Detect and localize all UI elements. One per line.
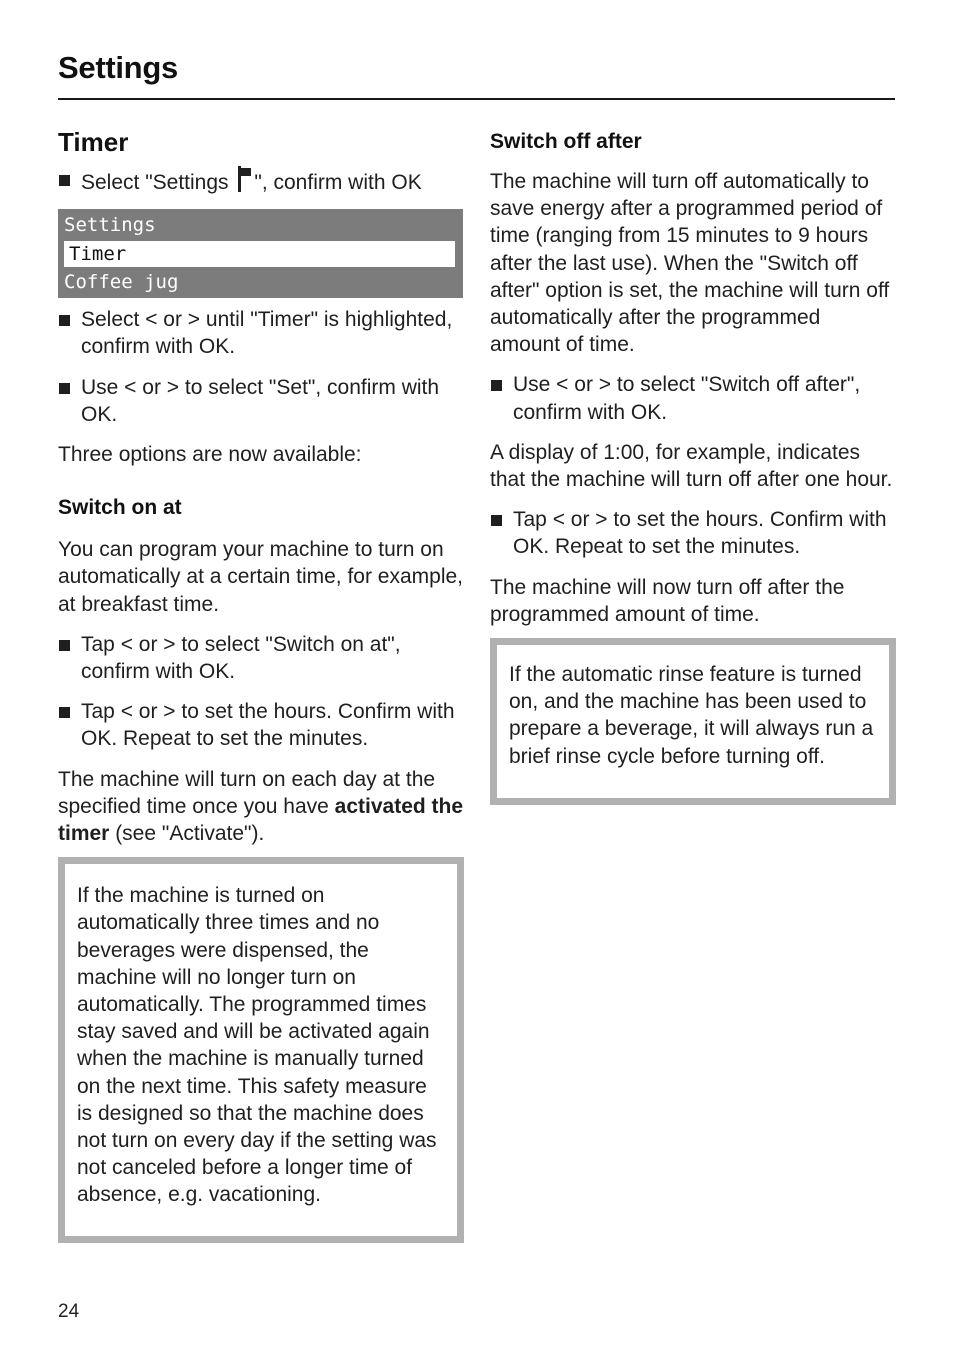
section-title-timer: Timer: [58, 127, 129, 157]
notice-box-auto-on: [58, 857, 464, 1243]
settings-flag-icon: [236, 166, 252, 192]
title-rule: [58, 98, 895, 100]
activated-timer-text: activated the timer: [58, 794, 464, 846]
turn-off-text: The machine will now turn off after the programmed amount of time.: [490, 575, 845, 626]
bullet-set-hours: [58, 698, 464, 752]
heading-switch-on-at: Switch on at: [58, 496, 182, 520]
bullet-select-set: [58, 374, 464, 428]
bullet-select-settings: [58, 166, 464, 196]
display-example-text: A display of 1:00, for example, indicates that the machine will turn off after one hour.: [490, 440, 893, 492]
bullet-select-switch-off: [490, 371, 896, 425]
bullet-text-after-icon: ", confirm with OK: [254, 171, 422, 194]
display-next-item: Coffee jug: [64, 271, 179, 294]
heading-switch-off-after: Switch off after: [490, 130, 642, 153]
bullet-set-hours-off: [490, 506, 896, 560]
right-column: [490, 128, 896, 805]
switch-off-intro: The machine will turn off automatically to save energy after a programmed period of time (ranging from 15 minutes to 9 hours after the last use). When the "Switch off after" option is set, the machine will turn off automatically after the programmed amount of time.: [490, 170, 890, 357]
turn-on-text-end: (see "Activate").: [109, 822, 265, 846]
page-number: 24: [58, 1301, 80, 1322]
bullet-text: Tap < or > to set the hours. Confirm with OK. Repeat to set the minutes.: [81, 700, 455, 751]
bullet-marker: [491, 380, 502, 391]
bullet-text-before-icon: Select "Settings: [81, 171, 235, 194]
bullet-text: Select < or > until "Timer" is highlighted, confirm with OK.: [81, 308, 453, 359]
bullet-marker: [59, 640, 70, 651]
turn-on-text-start: The machine will turn on each day at the specified time once you have: [58, 767, 436, 818]
bullet-text: Tap < or > to set the hours. Confirm with OK. Repeat to set the minutes.: [513, 508, 887, 559]
notice-text: If the machine is turned on automatically three times and no beverages were dispensed, the machine will no longer turn on automatically. The programmed times stay saved and will be activated again when the machine is manually turned on the next time. This safety measure is designed so that the machine does not turn on every day if the setting was not canceled before a longer time of absence, e.g. vacationing.: [77, 884, 437, 1207]
turn-on-text: [58, 766, 464, 848]
bullet-marker: [59, 315, 70, 326]
display-title: Settings: [64, 214, 156, 237]
notice-box-rinse: [490, 638, 896, 805]
notice-text: If the automatic rinse feature is turned on, and the machine has been used to prepare a beverage, it will always run a brief rinse cycle before turning off.: [509, 663, 874, 768]
bullet-text: Tap < or > to select "Switch on at", confirm with OK.: [81, 632, 401, 684]
machine-display: [58, 209, 463, 298]
options-text: Three options are now available:: [58, 443, 362, 467]
display-selected-item: Timer: [64, 241, 455, 267]
bullet-text: Use < or > to select "Switch off after", confirm with OK.: [513, 373, 861, 424]
bullet-text: Use < or > to select "Set", confirm with OK.: [81, 375, 440, 426]
bullet-select-switch-on: [58, 631, 464, 685]
bullet-marker: [59, 175, 70, 186]
bullet-select-timer: [58, 306, 464, 360]
switch-on-intro: You can program your machine to turn on automatically at a certain time, for example, at breakfast time.: [58, 538, 464, 616]
left-column: [58, 128, 464, 1243]
page-title: Settings: [58, 50, 178, 85]
bullet-marker: [491, 515, 502, 526]
bullet-marker: [59, 707, 70, 718]
bullet-marker: [59, 383, 70, 394]
